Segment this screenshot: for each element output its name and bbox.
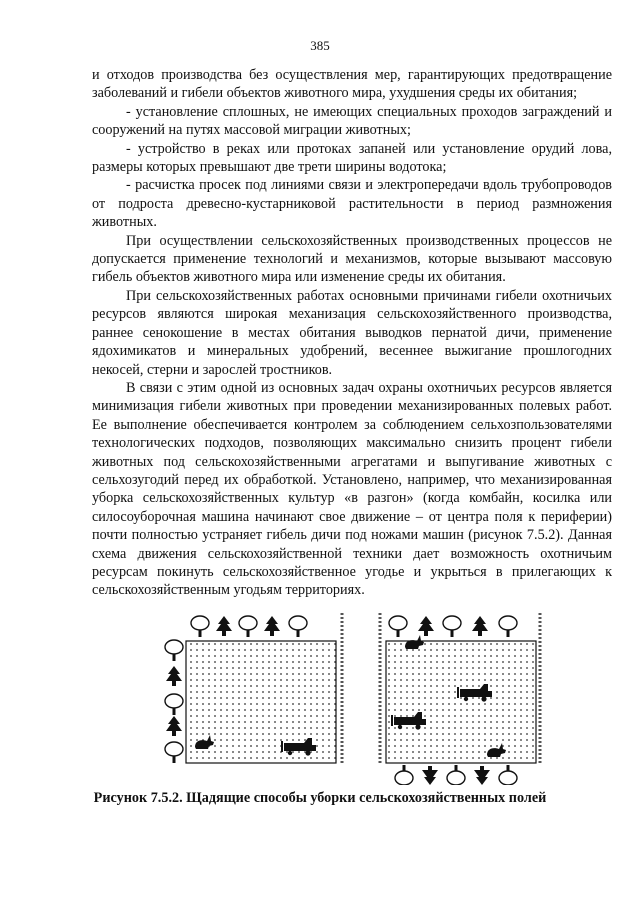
paragraph: - расчистка просек под линиями связи и электропередачи вдоль трубопроводов от подроста древесно-кустарниковой растительности в период размножения животных. xyxy=(92,177,612,231)
paragraph: В связи с этим одной из основных задач охраны охотничьих ресурсов является минимизация гибели животных при проведении механизированных полевых работ. Ее выполнение обеспечивается контролем за соблюдением сельхозпользователями технологических подходов, позволяющих максимально снизить процент гибели животных под сельскохозяйственными агрегатами и выпугивание животных с сельхозугодий перед их обработкой. Установлено, например, что механизированная уборка сельскохозяйственных культур «в разгон» (когда комбайн, косилка или силосоуборочная машина начинают свое движение – от центра поля к периферии) почти полностью устраняет гибель дичи под ножами машин (рисунок 7.5.2). Данная схема движения сельскохозяйственной техники дает возможность охотничьим ресурсам покинуть сельскохозяйственное угодье и укрыться в прилегающих к сельскохозяйственным угодьям территориях. xyxy=(92,379,612,599)
paragraph: При осуществлении сельскохозяйственных производственных процессов не допускается применение технологий и механизмов, которые вызывают массовую гибель объектов животного мира или изменение среды их обитания. xyxy=(92,232,612,286)
conifer-tree-icon xyxy=(418,616,434,636)
figure-7-5-2 xyxy=(92,605,612,785)
figure-caption: Рисунок 7.5.2. Щадящие способы уборки сельскохозяйственных полей xyxy=(93,790,547,806)
deciduous-tree-icon xyxy=(191,616,209,637)
deciduous-tree-icon xyxy=(443,616,461,637)
deciduous-tree-icon xyxy=(499,616,517,637)
conifer-tree-icon xyxy=(216,616,232,636)
deciduous-tree-icon xyxy=(239,616,257,637)
paragraph: и отходов производства без осуществления мер, гарантирующих предотвращение заболеваний и гибели объектов животного мира, ухудшения среды их обитания; xyxy=(92,67,612,102)
paragraph: - установление сплошных, не имеющих специальных проходов заграждений и сооружений на путях массовой миграции животных; xyxy=(92,103,612,139)
deciduous-tree-icon xyxy=(165,640,183,661)
deciduous-tree-icon xyxy=(389,616,407,637)
conifer-tree-icon xyxy=(472,616,488,636)
paragraph: При сельскохозяйственных работах основными причинами гибели охотничьих ресурсов являются широкая механизация сельскохозяйственного производства, раннее сенокошение в местах обитания выводков пернатой дичи, применение ядохимикатов и минеральных удобрений, весеннее выжигание прошлогодних некосей, стерни и зарослей тростников. xyxy=(92,287,612,378)
field-area xyxy=(386,641,536,763)
deciduous-tree-icon xyxy=(447,765,465,785)
deciduous-tree-icon xyxy=(395,765,413,785)
conifer-tree-icon xyxy=(474,766,490,785)
conifer-tree-icon xyxy=(264,616,280,636)
field-diagram-right xyxy=(374,605,554,785)
conifer-tree-icon xyxy=(422,766,438,785)
paragraph: - устройство в реках или протоках запаней или установление орудий лова, размеры которых превышают две трети ширины водотока; xyxy=(92,140,612,176)
conifer-tree-icon xyxy=(166,666,182,686)
deciduous-tree-icon xyxy=(289,616,307,637)
body-text xyxy=(92,66,612,600)
page-number: 385 xyxy=(310,38,330,53)
deciduous-tree-icon xyxy=(165,694,183,715)
deciduous-tree-icon xyxy=(499,765,517,785)
field-diagram-left xyxy=(164,605,354,775)
conifer-tree-icon xyxy=(166,716,182,736)
deciduous-tree-icon xyxy=(165,742,183,763)
